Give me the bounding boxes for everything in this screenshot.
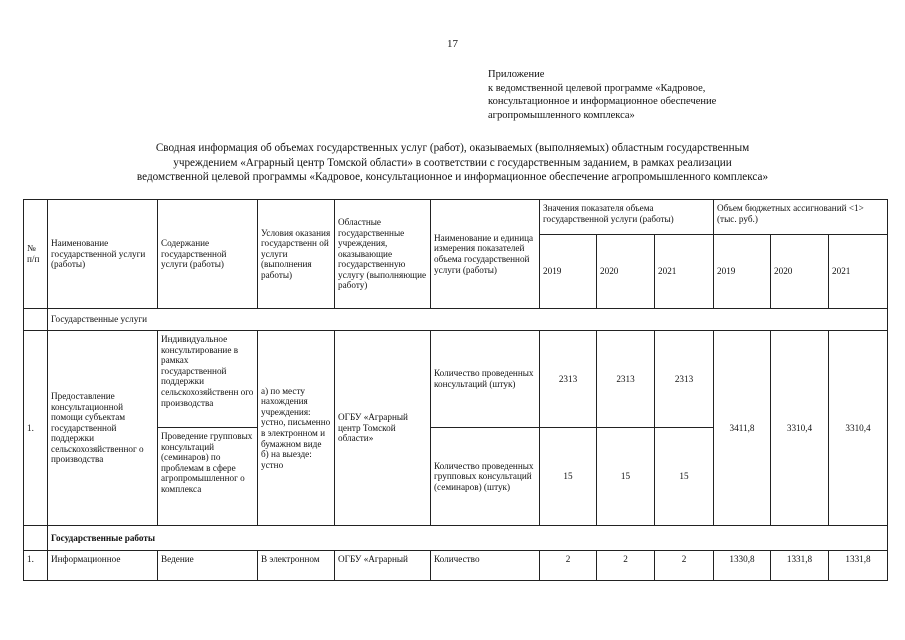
service-content: Индивидуальное консультирование в рамках государственной поддержки сельскохозяйственн ого производства	[158, 331, 258, 428]
document-heading	[0, 141, 905, 185]
budget-value: 1331,8	[829, 551, 888, 581]
indicator-value: 2313	[597, 331, 655, 428]
budget-value: 3411,8	[714, 331, 771, 526]
summary-table	[23, 199, 888, 581]
section-num-empty	[24, 526, 48, 551]
budget-value: 3310,4	[829, 331, 888, 526]
page-number: 17	[447, 38, 458, 50]
budget-value: 1331,8	[771, 551, 829, 581]
indicator-name: Количество проведенных консультаций (штук)	[431, 331, 540, 428]
service-institution: ОГБУ «Аграрный центр Томской области»	[335, 331, 431, 526]
header-year: 2021	[655, 235, 714, 309]
budget-value: 3310,4	[771, 331, 829, 526]
section-title: Государственные работы	[48, 526, 888, 551]
appendix-line: к ведомственной целевой программе «Кадровое,	[488, 82, 706, 94]
appendix-line: Приложение	[488, 69, 545, 80]
budget-value: 1330,8	[714, 551, 771, 581]
indicator-value: 2	[655, 551, 714, 581]
appendix-note	[488, 68, 818, 122]
header-year: 2019	[714, 235, 771, 309]
heading-line: Сводная информация об объемах государственных услуг (работ), оказываемых (выполняемых) областным государственным	[155, 142, 750, 154]
section-row-services	[24, 309, 888, 331]
service-conditions: а) по месту нахождения учреждения: устно, письменно в электронном и бумажном виде б) на выезде: устно	[258, 331, 335, 526]
work-institution: ОГБУ «Аграрный	[335, 551, 431, 581]
appendix-line: консультационное и информационное обеспечение	[488, 96, 717, 107]
indicator-name: Количество проведенных групповых консультаций (семинаров) (штук)	[431, 428, 540, 526]
indicator-value: 15	[655, 428, 714, 526]
work-name: Информационное	[48, 551, 158, 581]
indicator-value: 2	[597, 551, 655, 581]
indicator-value: 15	[597, 428, 655, 526]
work-conditions: В электронном	[258, 551, 335, 581]
indicator-value: 2	[540, 551, 597, 581]
header-institutions: Областные государственные учреждения, оказывающие государственную услугу (выполняющие работу)	[335, 200, 431, 309]
header-num: № п/п	[24, 200, 48, 309]
header-indicator: Наименование и единица измерения показателей объема государственной услуги (работы)	[431, 200, 540, 309]
header-service-name: Наименование государственной услуги (работы)	[48, 200, 158, 309]
table-row	[24, 331, 888, 428]
work-content: Ведение	[158, 551, 258, 581]
header-year: 2020	[771, 235, 829, 309]
header-year: 2020	[597, 235, 655, 309]
indicator-value: 2313	[655, 331, 714, 428]
row-num: 1.	[24, 551, 48, 581]
section-row-works	[24, 526, 888, 551]
indicator-value: 2313	[540, 331, 597, 428]
section-num-empty	[24, 309, 48, 331]
header-year: 2019	[540, 235, 597, 309]
row-num: 1.	[24, 331, 48, 526]
heading-line: учреждением «Аграрный центр Томской области» в соответствии с государственным заданием, в рамках реализации	[173, 156, 732, 169]
appendix-line: агропромышленного комплекса»	[488, 109, 635, 121]
indicator-value: 15	[540, 428, 597, 526]
section-title: Государственные услуги	[48, 309, 888, 331]
table-header-row	[24, 200, 888, 235]
header-year: 2021	[829, 235, 888, 309]
header-budget-group: Объем бюджетных ассигнований <1> (тыс. руб.)	[714, 200, 888, 235]
header-conditions: Условия оказания государственн ой услуги (выполнения работы)	[258, 200, 335, 309]
heading-line: ведомственной целевой программы «Кадровое, консультационное и информационное обеспечение агропромышленного комплекса»	[136, 171, 769, 183]
header-content: Содержание государственной услуги (работы)	[158, 200, 258, 309]
header-values-group: Значения показателя объема государственной услуги (работы)	[540, 200, 714, 235]
table-row	[24, 551, 888, 581]
service-name: Предоставление консультационной помощи субъектам государственной поддержки сельскохозяйственног о производства	[48, 331, 158, 526]
service-content: Проведение групповых консультаций (семинаров) по проблемам в сфере агропромышленног о комплекса	[158, 428, 258, 526]
indicator-name: Количество	[431, 551, 540, 581]
